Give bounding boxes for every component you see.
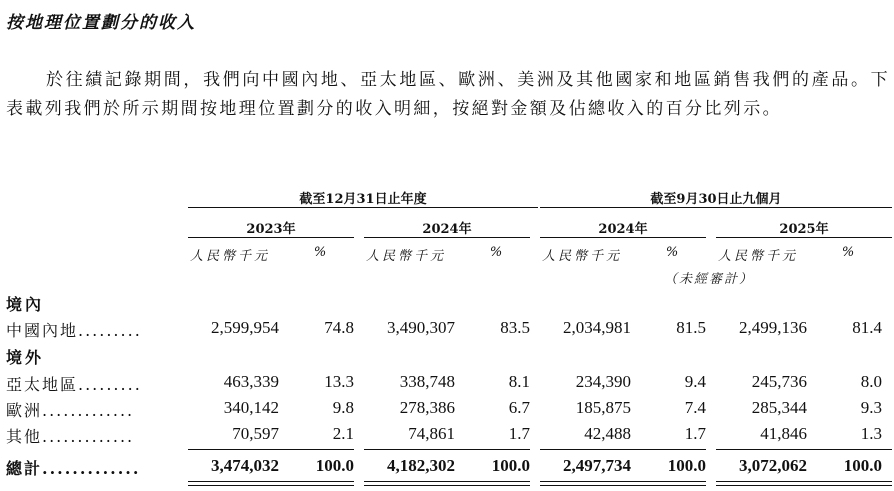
value-cell: 285,344 [751, 398, 807, 417]
pct-cell: 7.4 [684, 398, 706, 417]
pct-cell: 81.4 [852, 318, 882, 337]
value-cell: 463,339 [223, 372, 279, 391]
subtotal-rule [364, 449, 530, 450]
total-pct-cell: 100.0 [315, 456, 354, 475]
pct-cell: 8.1 [508, 372, 530, 391]
group-underline [188, 207, 538, 208]
pct-cell: 81.5 [676, 318, 706, 337]
value-cell: 41,846 [760, 424, 807, 443]
year-underline [188, 237, 354, 238]
total-double-rule [716, 481, 892, 486]
intro-paragraph: 於往績記錄期間，我們向中國內地、亞太地區、歐洲、美洲及其他國家和地區銷售我們的產品。下表載列我們於所示期間按地理位置劃分的收入明細，按絕對金額及佔總收入的百分比列示。 [6, 70, 890, 119]
total-double-rule [540, 481, 706, 486]
value-cell: 42,488 [584, 424, 631, 443]
subtotal-rule [716, 449, 892, 450]
row-label: 中國內地......... [6, 321, 142, 340]
total-row [0, 456, 894, 480]
value-cell: 2,499,136 [739, 318, 807, 337]
subtotal-rule [188, 449, 354, 450]
total-value-cell: 4,182,302 [387, 456, 455, 475]
total-label: 總計............. [6, 459, 141, 478]
pct-cell: 9.8 [332, 398, 354, 417]
unaudited-note: （未經審計） [664, 272, 755, 287]
value-cell: 338,748 [399, 372, 455, 391]
value-cell: 185,875 [575, 398, 631, 417]
total-value-cell: 3,474,032 [211, 456, 279, 475]
pct-cell: 8.0 [860, 372, 882, 391]
subtotal-rule [540, 449, 706, 450]
section-overseas: 境外 [6, 348, 45, 367]
pct-cell: 9.4 [684, 372, 706, 391]
pct-cell: 9.3 [860, 398, 882, 417]
table-row [0, 318, 894, 342]
pct-cell: 13.3 [324, 372, 354, 391]
table-row [0, 398, 894, 422]
pct-cell: 1.3 [860, 424, 882, 443]
total-pct-cell: 100.0 [843, 456, 882, 475]
pct-cell: 74.8 [324, 318, 354, 337]
table-row [0, 372, 894, 396]
total-double-rule [188, 481, 354, 486]
year-underline [716, 237, 892, 238]
total-double-rule [364, 481, 530, 486]
unit-label: 人民幣千元 [366, 249, 447, 264]
value-cell: 278,386 [399, 398, 455, 417]
row-label: 亞太地區......... [6, 375, 142, 394]
section-heading: 按地理位置劃分的收入 [6, 13, 196, 33]
unit-label: 人民幣千元 [190, 249, 271, 264]
pct-cell: 1.7 [684, 424, 706, 443]
value-cell: 2,034,981 [563, 318, 631, 337]
value-cell: 245,736 [751, 372, 807, 391]
year-header: 2025年 [779, 222, 829, 237]
group-underline [540, 207, 892, 208]
pct-label: % [665, 245, 679, 260]
value-cell: 2,599,954 [211, 318, 279, 337]
year-header: 2023年 [246, 222, 296, 237]
value-cell: 74,861 [408, 424, 455, 443]
total-value-cell: 3,072,062 [739, 456, 807, 475]
total-value-cell: 2,497,734 [563, 456, 631, 475]
pct-cell: 83.5 [500, 318, 530, 337]
row-label: 歐洲............. [6, 401, 135, 420]
value-cell: 234,390 [575, 372, 631, 391]
section-domestic: 境內 [6, 295, 45, 314]
unit-label: 人民幣千元 [542, 249, 623, 264]
year-header: 2024年 [422, 222, 472, 237]
value-cell: 70,597 [232, 424, 279, 443]
pct-label: % [841, 245, 855, 260]
pct-cell: 6.7 [508, 398, 530, 417]
pct-label: % [489, 245, 503, 260]
pct-label: % [313, 245, 327, 260]
unit-label: 人民幣千元 [718, 249, 799, 264]
group-header-nine-months: 截至9月30日止九個月 [650, 192, 782, 207]
group-header-full-year: 截至12月31日止年度 [299, 192, 427, 207]
year-underline [540, 237, 706, 238]
value-cell: 340,142 [223, 398, 279, 417]
total-pct-cell: 100.0 [491, 456, 530, 475]
pct-cell: 1.7 [508, 424, 530, 443]
year-header: 2024年 [598, 222, 648, 237]
row-label: 其他............. [6, 427, 135, 446]
year-underline [364, 237, 530, 238]
pct-cell: 2.1 [332, 424, 354, 443]
value-cell: 3,490,307 [387, 318, 455, 337]
table-row [0, 424, 894, 448]
total-pct-cell: 100.0 [667, 456, 706, 475]
